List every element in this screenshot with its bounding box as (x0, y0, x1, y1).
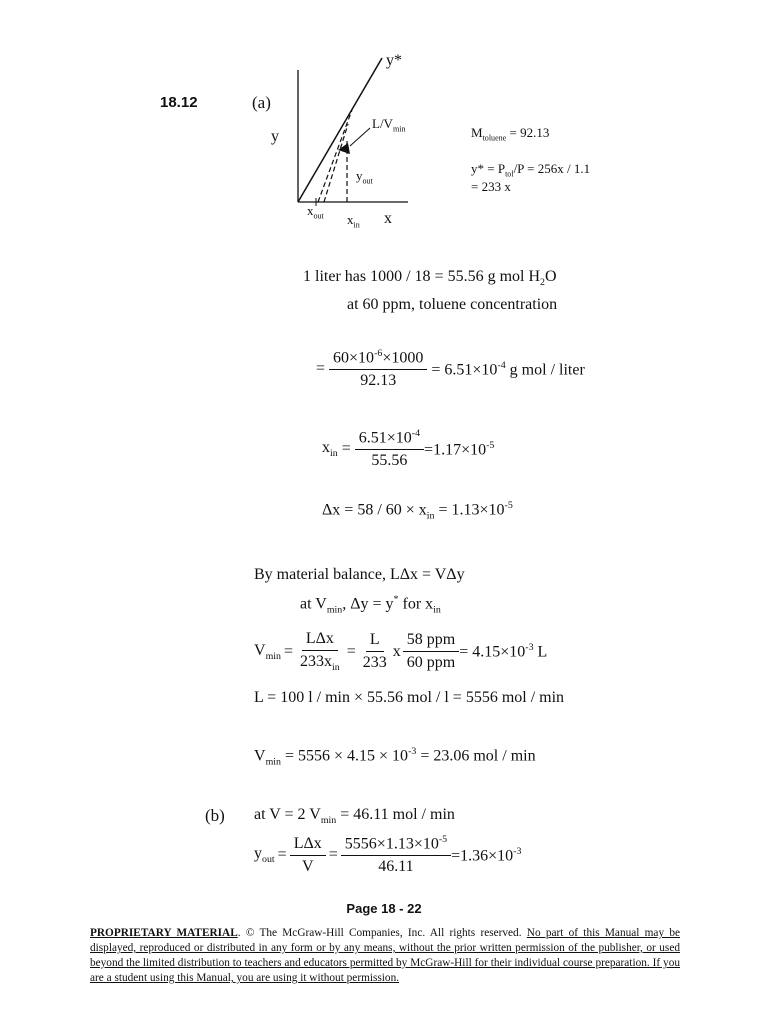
liter-line: 1 liter has 1000 / 18 = 55.56 g mol $H_2O$ (303, 268, 557, 289)
material-balance-line: By material balance, LΔx = VΔy (254, 566, 465, 583)
page-number: Page 18 - 22 (346, 901, 422, 916)
operating-line-label: $L/V_{min}$ (372, 116, 406, 134)
vmin-result-line: $V_{min} = 5556 \times 4.15 \times 10^{-3} = 23.06$ mol / min (254, 746, 536, 768)
x-axis-label: x (384, 210, 392, 227)
part-b-label: (b) (205, 806, 225, 825)
yout-label: $y_{out}$ (356, 168, 373, 186)
toluene-molar-mass: $M_{toluene} = 92.13$ (471, 125, 550, 143)
equation-yout: $y_{out}$ = $\frac{\text{LΔx}}{V}$ = $\frac{5556\times 1.13\times 10^{-5}}{46.11}$ $=1.36\times 10^{-3}$ (254, 834, 522, 876)
equilibrium-relation-line1: $y* = P_{tol}/P = 256x / 1.1$ (471, 161, 591, 179)
equation-xin: $x_{in}$ = $\frac{6.51\times 10^{-4}}{55.56}$ $=1.17\times 10^{-5}$ (322, 428, 495, 470)
operating-line (318, 110, 352, 202)
footer-restriction-text: No part of this Manual may be displayed, reproduced or distributed in any form or by any means, without the prior written permission of the publisher, or used beyond the limited distribution to teachers and educators permitted by McGraw-Hill for their individual course preparation. If you are a student using this Manual, you are using it without permission. (90, 927, 680, 984)
xout-label: $x_{out}$ (307, 203, 324, 221)
equation-toluene-concentration: = $\frac{60\times 10^{-6}\times 1000}{92.13}$ = $6.51\times 10^{-4}$ g mol / liter (316, 348, 585, 390)
ystar-label: y* (386, 52, 402, 69)
equilibrium-relation-line2: = 233 x (471, 179, 511, 194)
operating-line-leader (350, 128, 370, 146)
ppm-line: at 60 ppm, toluene concentration (347, 296, 558, 313)
xin-label: $x_{in}$ (347, 212, 360, 230)
vmin-condition-line: at $V_{min}$, Δy = y* for $x_{in}$ (300, 594, 441, 616)
footer-bold-label: PROPRIETARY MATERIAL (90, 927, 238, 939)
proprietary-footer (90, 926, 680, 986)
equation-delta-x: $\Delta x = 58 / 60 \times x_{in} = 1.13\times 10^{-5}$ (322, 500, 513, 522)
footer-copyright: . © The McGraw-Hill Companies, Inc. All rights reserved. (237, 927, 527, 939)
liquid-flow-line: L = 100 l / min × 55.56 mol / l = 5556 mol / min (254, 689, 565, 706)
y-axis-label: y (271, 128, 279, 145)
v-doubled-line: at V = 2 $V_{min} = 46.11$ mol / min (254, 806, 455, 827)
equation-vmin: $V_{min}$ = $\frac{\text{LΔx}}{233x_{in}}$ = $\frac{L}{233}$ x $\frac{\text{58 ppm}}{\text{60 ppm}}$ = $4.15\times 10^{-3}$ L (254, 630, 548, 674)
problem-number: 18.12 (160, 94, 198, 111)
part-a-label: (a) (252, 93, 271, 112)
